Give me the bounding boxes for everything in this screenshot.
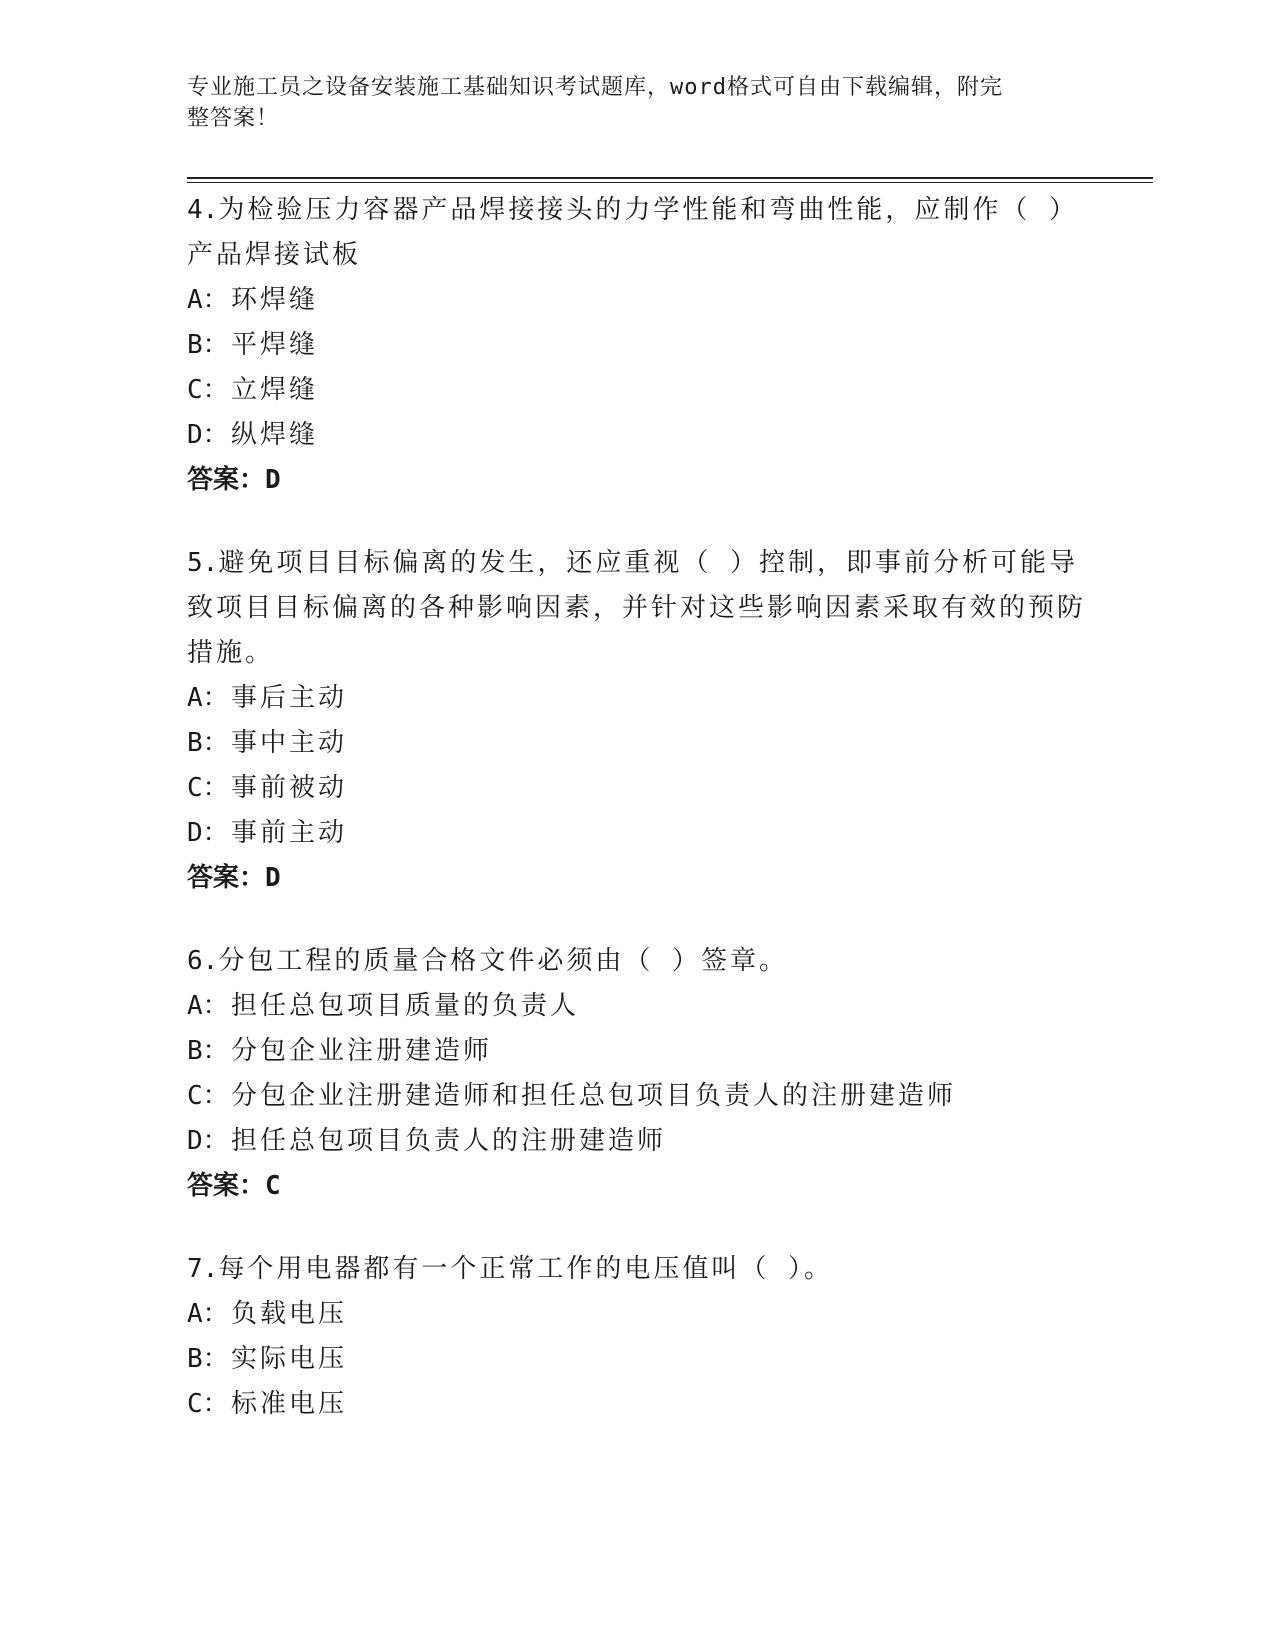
question-stem (187, 188, 1087, 278)
question-6 (187, 939, 1087, 1209)
option-key: C： (187, 375, 229, 405)
option-key: A： (187, 683, 229, 713)
option-key: D： (187, 818, 229, 848)
question-list (187, 188, 1087, 1465)
question-number: 6. (187, 946, 219, 976)
option-d (187, 413, 1087, 458)
question-text: 分包工程的质量合格文件必须由（ ）签章。 (218, 946, 788, 976)
option-text: 平焊缝 (231, 330, 319, 360)
answer-line: 答案：D (187, 863, 281, 893)
header-divider-thick (187, 177, 1153, 179)
option-key: D： (187, 1126, 229, 1156)
option-c (187, 368, 1087, 413)
option-a (187, 278, 1087, 323)
option-a (187, 676, 1087, 721)
option-text: 环焊缝 (231, 285, 319, 315)
option-text: 担任总包项目质量的负责人 (231, 991, 580, 1021)
question-number: 4. (187, 195, 219, 225)
question-text: 每个用电器都有一个正常工作的电压值叫（ ）。 (218, 1254, 833, 1284)
option-b (187, 1029, 1087, 1074)
option-text: 事中主动 (231, 728, 348, 758)
question-number: 5. (187, 548, 219, 578)
question-text: 避免项目目标偏离的发生，还应重视（ ）控制，即事前分析可能导致项目目标偏离的各种影响因素，并针对这些影响因素采取有效的预防措施。 (187, 548, 1087, 668)
option-key: C： (187, 773, 229, 803)
option-text: 负载电压 (231, 1299, 348, 1329)
option-key: B： (187, 330, 229, 360)
question-5 (187, 541, 1087, 901)
option-text: 实际电压 (231, 1344, 348, 1374)
option-key: B： (187, 1036, 229, 1066)
option-b (187, 721, 1087, 766)
question-text: 为检验压力容器产品焊接接头的力学性能和弯曲性能，应制作（ ）产品焊接试板 (187, 195, 1078, 270)
option-text: 立焊缝 (231, 375, 319, 405)
option-a (187, 984, 1087, 1029)
question-number: 7. (187, 1254, 219, 1284)
option-text: 分包企业注册建造师和担任总包项目负责人的注册建造师 (231, 1081, 957, 1111)
option-b (187, 323, 1087, 368)
question-7 (187, 1247, 1087, 1427)
answer-line: 答案：C (187, 1171, 281, 1201)
option-b (187, 1337, 1087, 1382)
question-stem (187, 1247, 1087, 1292)
option-c (187, 1382, 1087, 1427)
option-text: 分包企业注册建造师 (231, 1036, 493, 1066)
document-header (187, 72, 1067, 134)
option-text: 担任总包项目负责人的注册建造师 (231, 1126, 667, 1156)
option-key: D： (187, 420, 229, 450)
option-key: A： (187, 285, 229, 315)
option-a (187, 1292, 1087, 1337)
option-key: B： (187, 1344, 229, 1374)
header-line-2: 整答案！ (187, 106, 280, 131)
option-key: C： (187, 1389, 229, 1419)
option-d (187, 811, 1087, 856)
answer-line: 答案：D (187, 465, 281, 495)
question-stem (187, 541, 1087, 676)
option-text: 纵焊缝 (231, 420, 319, 450)
question-4 (187, 188, 1087, 503)
option-c (187, 1074, 1087, 1119)
option-text: 事前被动 (231, 773, 348, 803)
option-text: 事后主动 (231, 683, 348, 713)
option-key: A： (187, 1299, 229, 1329)
question-stem (187, 939, 1087, 984)
option-key: A： (187, 991, 229, 1021)
option-key: B： (187, 728, 229, 758)
header-line-1: 专业施工员之设备安装施工基础知识考试题库，word格式可自由下载编辑，附完 (187, 75, 1003, 100)
header-divider-thin (187, 182, 1153, 183)
option-d (187, 1119, 1087, 1164)
option-key: C： (187, 1081, 229, 1111)
option-text: 标准电压 (231, 1389, 348, 1419)
option-c (187, 766, 1087, 811)
option-text: 事前主动 (231, 818, 348, 848)
